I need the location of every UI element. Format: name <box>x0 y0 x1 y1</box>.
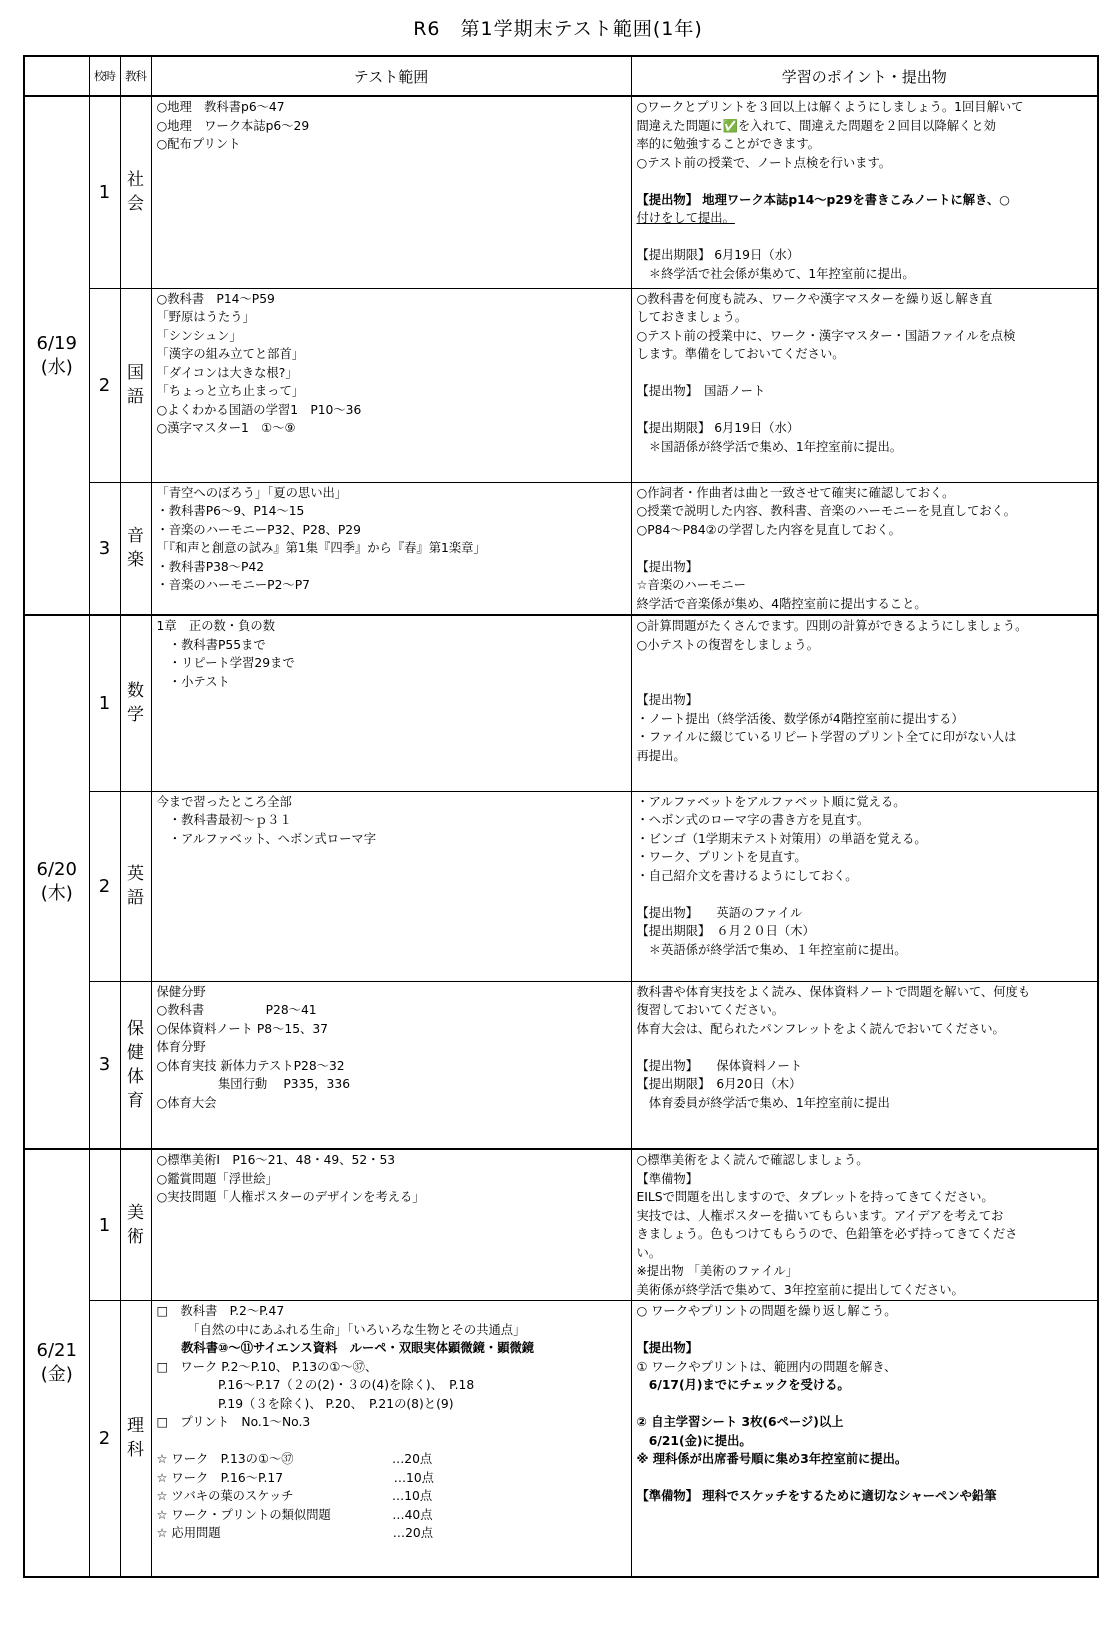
points-line: 間違えた問題に✅を入れて、間違えた問題を２回目以降解くと効 <box>636 118 996 133</box>
points-line: 再提出。 <box>636 748 686 763</box>
points-line: ○テスト前の授業で、ノート点検を行います。 <box>636 155 892 170</box>
points-line: ○教科書を何度も読み、ワークや漢字マスターを繰り返し解き直 <box>636 291 993 306</box>
schedule-row <box>24 791 1098 981</box>
points-line: します。準備をしておいてください。 <box>636 347 845 361</box>
points-line: しておきましょう。 <box>636 310 748 324</box>
header-subject: 教科 <box>120 56 151 96</box>
period-cell: 1 <box>89 1149 120 1301</box>
points-line: ○小テストの復習をしましょう。 <box>636 637 819 652</box>
points-line: ・自己紹介文を書けるようにしておく。 <box>636 868 858 883</box>
study-points-cell <box>631 791 1098 981</box>
points-line <box>637 1469 1093 1488</box>
points-line <box>637 1038 1093 1057</box>
subject-cell <box>120 615 151 791</box>
weekday-text: (木) <box>40 883 73 904</box>
schedule-row <box>24 981 1098 1149</box>
study-points-cell <box>631 96 1098 288</box>
range-line: 「シンシュン」 <box>156 328 242 343</box>
points-line: ・ビンゴ（1学期末テスト対策用）の単語を覚える。 <box>636 831 927 846</box>
range-line: ○配布プリント <box>156 137 241 151</box>
points-line: 体育委員が終学活で集め、1年控室前に提出 <box>636 1095 890 1110</box>
points-line: 率的に勉強することができます。 <box>636 137 820 151</box>
points-line: 【準備物】 <box>636 1171 698 1186</box>
points-line <box>637 172 1093 191</box>
page-title: R6 第1学期末テスト範囲(1年) <box>413 18 703 40</box>
range-line: 「ダイコンは大きな根?」 <box>156 365 298 380</box>
points-line: 6/21(金)に提出。 <box>636 1433 752 1448</box>
subject-cell <box>120 1149 151 1301</box>
test-range-cell <box>151 96 631 288</box>
period-cell: 1 <box>89 96 120 288</box>
study-points-cell <box>631 1301 1098 1577</box>
range-line: ・リピート学習29まで <box>156 656 295 670</box>
study-points-cell <box>631 615 1098 791</box>
points-line: ○標準美術をよく読んで確認しましょう。 <box>636 1153 869 1167</box>
date-cell <box>24 1149 89 1577</box>
header-period: 校時 <box>89 56 120 96</box>
test-range-cell <box>151 288 631 482</box>
points-line: 【提出物】 <box>636 559 698 574</box>
schedule-row <box>24 96 1098 288</box>
study-points-cell <box>631 981 1098 1149</box>
test-range-cell <box>151 615 631 791</box>
range-line: ・小テスト <box>156 674 230 689</box>
study-points-cell <box>631 1149 1098 1301</box>
schedule-row <box>24 288 1098 482</box>
subject-name: 美術 <box>127 1203 144 1247</box>
range-line: □ プリント No.1～No.3 <box>156 1415 311 1429</box>
range-line: ・教科書P55まで <box>156 637 266 652</box>
subject-name: 保健体育 <box>127 1018 144 1111</box>
points-line: 6/17(月)までにチェックを受ける。 <box>636 1378 850 1392</box>
range-line: 「野原はうたう」 <box>156 310 255 324</box>
range-line: ○標準美術Ⅰ P16～21、48・49、52・53 <box>156 1153 396 1167</box>
study-points-cell <box>631 482 1098 615</box>
range-line: ○保体資料ノート P8～15、37 <box>156 1021 328 1036</box>
points-line: ○授業で説明した内容、教科書、音楽のハーモニーを見直しておく。 <box>636 504 1016 518</box>
points-line: 復習しておいてください。 <box>636 1003 785 1017</box>
range-line: 1章 正の数・負の数 <box>156 619 275 633</box>
subject-name: 英語 <box>127 864 144 908</box>
points-line: 実技では、人権ポスターを描いてもらいます。アイデアを考えてお <box>636 1208 1004 1223</box>
range-line: P.16～P.17（２の(2)・３の(4)を除く)、 P.18 <box>156 1378 475 1392</box>
points-line: 付けをして提出。 <box>636 211 735 225</box>
points-line <box>637 1395 1093 1414</box>
range-line: ☆ ワーク P.16～P.17 …10点 <box>156 1470 434 1485</box>
range-line: 「ちょっと立ち止まって」 <box>156 384 305 398</box>
schedule-body <box>24 96 1098 1577</box>
points-line: ○ワークとプリントを３回以上は解くようにしましょう。1回目解いて <box>636 100 1024 114</box>
range-line: ○体育実技 新体力テストP28～32 <box>156 1058 345 1073</box>
points-line <box>637 364 1093 383</box>
points-line: 【提出物】 英語のファイル <box>636 905 803 920</box>
points-line: 【提出物】 国語ノート <box>636 384 766 398</box>
range-line: ○鑑賞問題「浮世絵」 <box>156 1171 278 1186</box>
subject-name: 国語 <box>127 363 144 407</box>
header-date <box>24 56 89 96</box>
points-line <box>637 539 1093 558</box>
test-range-cell <box>151 981 631 1149</box>
range-line: ○漢字マスター1 ①～⑨ <box>156 421 296 435</box>
range-line: ・アルファベット、ヘボン式ローマ字 <box>156 831 376 846</box>
subject-cell <box>120 981 151 1149</box>
range-line: □ ワーク P.2～P.10、 P.13の①～㊲、 <box>156 1359 378 1374</box>
points-line: 【提出期限】 6月20日（木） <box>636 1077 802 1091</box>
test-range-cell <box>151 1301 631 1577</box>
points-line: ○作詞者・作曲者は曲と一致させて確実に確認しておく。 <box>636 485 955 500</box>
subject-cell <box>120 482 151 615</box>
range-line: ・音楽のハーモニーP32、P28、P29 <box>156 522 361 537</box>
period-cell: 2 <box>89 1301 120 1577</box>
range-line: ○体育大会 <box>156 1095 217 1110</box>
points-line: ＊英語係が終学活で集め、１年控室前に提出。 <box>636 942 907 957</box>
points-line: ① ワークやプリントは、範囲内の問題を解き、 <box>636 1359 897 1374</box>
date-cell <box>24 615 89 1149</box>
subject-name: 数学 <box>127 681 144 726</box>
study-points-cell <box>631 288 1098 482</box>
range-line: ○地理 教科書p6～47 <box>156 100 285 114</box>
range-line <box>157 1432 626 1451</box>
points-line: ＊終学活で社会係が集めて、1年控室前に提出。 <box>636 266 915 281</box>
schedule-row <box>24 1301 1098 1577</box>
subject-cell <box>120 791 151 981</box>
points-line: 体育大会は、配られたパンフレットをよく読んでおいてください。 <box>636 1021 1005 1036</box>
range-line: ☆ ツバキの葉のスケッチ …10点 <box>156 1489 433 1503</box>
points-line: ○ ワークやプリントの問題を繰り返し解こう。 <box>636 1304 897 1318</box>
test-range-cell <box>151 791 631 981</box>
points-line: 【提出期限】 6月19日（水） <box>636 421 800 435</box>
schedule-row <box>24 482 1098 615</box>
points-line: 美術係が終学活で集めて、3年控室前に提出してください。 <box>636 1282 964 1297</box>
subject-name: 理科 <box>127 1416 144 1461</box>
range-line: 「『和声と創意の試み』第1集『四季』から『春』第1楽章」 <box>156 541 486 555</box>
header-range: テスト範囲 <box>151 56 631 96</box>
range-line: ○地理 ワーク本誌p6～29 <box>156 118 310 133</box>
period-cell: 2 <box>89 288 120 482</box>
points-line: い。 <box>636 1245 662 1260</box>
subject-cell <box>120 288 151 482</box>
points-line: ② 自主学習シート 3枚(6ページ)以上 <box>636 1415 844 1429</box>
points-line: ○テスト前の授業中に、ワーク・漢字マスター・国語ファイルを点検 <box>636 328 1016 343</box>
weekday-text: (水) <box>40 356 73 378</box>
range-line: ○教科書 P28～41 <box>156 1003 317 1017</box>
range-line: ○実技問題「人権ポスターのデザインを考える」 <box>156 1190 425 1204</box>
points-line <box>637 673 1093 692</box>
period-cell: 3 <box>89 482 120 615</box>
range-line: □ 教科書 P.2～P.47 <box>156 1304 285 1318</box>
date-text: 6/20 <box>36 859 77 880</box>
range-line: ☆ ワーク・プリントの類似問題 …40点 <box>156 1507 433 1522</box>
points-line: ・ファイルに綴じているリピート学習のプリント全てに印がない人は <box>636 730 1017 744</box>
subject-name: 社会 <box>127 170 144 215</box>
range-line: 「青空へのぼろう」「夏の思い出」 <box>156 485 348 500</box>
points-line: ☆音楽のハーモニー <box>636 578 746 592</box>
points-line: 終学活で音楽係が集め、4階控室前に提出すること。 <box>636 596 927 611</box>
subject-name: 音楽 <box>127 526 144 571</box>
date-cell <box>24 96 89 615</box>
schedule-table <box>23 55 1099 1578</box>
header-points: 学習のポイント・提出物 <box>631 56 1098 96</box>
weekday-text: (金) <box>40 1363 73 1385</box>
range-line: ・教科書P6～9、P14～15 <box>156 504 305 518</box>
points-line: 教科書や体育実技をよく読み、保体資料ノートで問題を解いて、何度も <box>636 984 1031 999</box>
points-line: ・ヘボン式のローマ字の書き方を見直す。 <box>636 813 870 827</box>
points-line <box>637 1321 1093 1340</box>
points-line: ・ノート提出（終学活後、数学係が4階控室前に提出する） <box>636 711 964 726</box>
range-line: 保健分野 <box>156 984 206 999</box>
points-line: EILSで問題を出しますので、タブレットを持ってきてください。 <box>636 1190 994 1204</box>
points-line <box>637 654 1093 673</box>
date-text: 6/19 <box>36 332 77 354</box>
points-line: きましょう。色もつけてもらうので、色鉛筆を必ず持ってきてくださ <box>636 1227 1018 1241</box>
points-line <box>637 228 1093 247</box>
points-line: 【提出期限】 6月19日（水） <box>636 248 800 262</box>
test-range-cell <box>151 1149 631 1301</box>
schedule-row <box>24 1149 1098 1301</box>
range-line: 体育分野 <box>156 1040 206 1054</box>
range-line: ・教科書P38～P42 <box>156 559 265 574</box>
points-line: ○P84～P84②の学習した内容を見直しておく。 <box>636 522 901 537</box>
range-line: P.19（３を除く)、 P.20、 P.21の(8)と(9) <box>156 1396 454 1411</box>
points-line: 【提出物】 地理ワーク本誌p14～p29を書きこみノートに解き、○ <box>636 192 1010 207</box>
range-line: 「漢字の組み立てと部首」 <box>156 347 305 361</box>
range-line: ・教科書最初～ｐ３１ <box>156 813 292 827</box>
points-line: 【提出物】 保体資料ノート <box>636 1058 803 1073</box>
schedule-row <box>24 615 1098 791</box>
points-line: 【提出物】 <box>636 1341 698 1355</box>
points-line: ○計算問題がたくさんでます。四則の計算ができるようにしましょう。 <box>636 619 1028 633</box>
points-line: 【提出物】 <box>636 693 698 707</box>
range-line: ・音楽のハーモニーP2～P7 <box>156 578 310 592</box>
range-line: ○よくわかる国語の学習1 P10～36 <box>156 402 362 417</box>
points-line: 【準備物】 理科でスケッチをするために適切なシャーペンや鉛筆 <box>636 1489 997 1503</box>
range-line: 教科書⑩～⑪サイエンス資料 ルーペ・双眼実体顕微鏡・顕微鏡 <box>156 1341 535 1355</box>
range-line: 集団行動 P335，336 <box>156 1077 351 1091</box>
range-line: ☆ 応用問題 …20点 <box>156 1526 434 1540</box>
subject-cell <box>120 1301 151 1577</box>
points-line: ※ 理科係が出席番号順に集め3年控室前に提出。 <box>636 1452 908 1466</box>
period-cell: 1 <box>89 615 120 791</box>
subject-cell <box>120 96 151 288</box>
range-line: 「自然の中にあふれる生命」「いろいろな生物とその共通点」 <box>156 1322 526 1337</box>
points-line <box>637 401 1093 420</box>
test-range-cell <box>151 482 631 615</box>
points-line: ・ワーク、プリントを見直す。 <box>636 850 807 864</box>
header-row <box>24 56 1098 96</box>
period-cell: 2 <box>89 791 120 981</box>
points-line: ・アルファベットをアルファベット順に覚える。 <box>636 794 906 809</box>
points-line: 【提出期限】 ６月２０日（木） <box>636 924 815 938</box>
range-line: ○教科書 P14～P59 <box>156 291 275 306</box>
range-line: ☆ ワーク P.13の①～㊲ …20点 <box>156 1452 433 1466</box>
range-line: 今まで習ったところ全部 <box>156 794 292 809</box>
date-text: 6/21 <box>36 1339 77 1361</box>
points-line: ＊国語係が終学活で集め、1年控室前に提出。 <box>636 439 903 454</box>
points-line <box>637 885 1093 904</box>
period-cell: 3 <box>89 981 120 1149</box>
points-line: ※提出物 「美術のファイル」 <box>636 1264 799 1278</box>
